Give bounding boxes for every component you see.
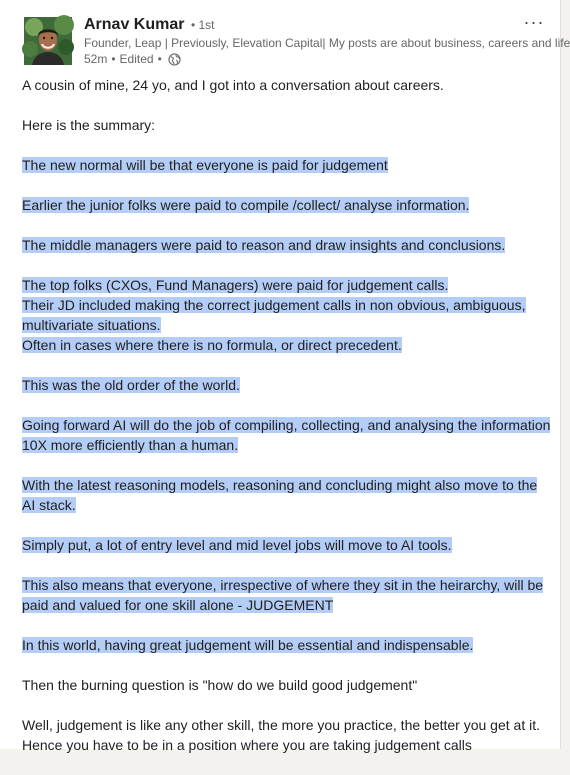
paragraph-text: A cousin of mine, 24 yo, and I got into a conversation about careers.: [22, 77, 444, 93]
post-paragraph: [22, 575, 552, 615]
selected-text: The middle managers were paid to reason and draw insights and conclusions.: [22, 237, 506, 253]
edited-label: Edited: [119, 52, 154, 66]
selected-text: This was the old order of the world.: [22, 377, 240, 393]
more-options-button[interactable]: ···: [523, 12, 545, 32]
author-name-line: [84, 16, 214, 36]
post-paragraph: [22, 155, 552, 175]
post-paragraph: [22, 115, 552, 135]
author-avatar[interactable]: [24, 17, 72, 65]
post-paragraph: [22, 275, 552, 355]
avatar-photo-icon: [24, 17, 72, 65]
post-paragraph: [22, 635, 552, 655]
post-meta: [84, 52, 181, 66]
selected-text: The new normal will be that everyone is paid for judgement: [22, 157, 388, 173]
post-paragraph: [22, 75, 552, 95]
connection-degree: • 1st: [190, 18, 215, 32]
meta-separator: •: [111, 52, 116, 66]
post-paragraph: [22, 375, 552, 395]
post-paragraph: [22, 475, 552, 515]
post-paragraph: [22, 415, 552, 455]
selected-text: This also means that everyone, irrespective of where they sit in the heirarchy, will be paid and valued for one skill alone - JUDGEMENT: [22, 577, 544, 613]
paragraph-text: Here is the summary:: [22, 117, 156, 133]
author-headline: Founder, Leap | Previously, Elevation Capital| My posts are about business, careers and life: [84, 36, 570, 50]
paragraph-text: Well, judgement is like any other skill, the more you practice, the better you get at it. Hence you have to be in a position where you are taking judgement calls: [22, 717, 540, 753]
post-paragraph: [22, 235, 552, 255]
globe-icon: [168, 53, 181, 66]
post-paragraph: [22, 195, 552, 215]
selected-text: Earlier the junior folks were paid to compile /collect/ analyse information.: [22, 197, 470, 213]
author-name[interactable]: Arnav Kumar: [84, 16, 185, 33]
selected-text: Simply put, a lot of entry level and mid level jobs will move to AI tools.: [22, 537, 452, 553]
selected-text: In this world, having great judgement will be essential and indispensable.: [22, 637, 474, 653]
post-paragraph: [22, 675, 552, 695]
post-paragraph: [22, 535, 552, 555]
post-time: 52m: [84, 52, 108, 66]
meta-separator: •: [157, 52, 162, 66]
selected-text: The top folks (CXOs, Fund Managers) were paid for judgement calls. Their JD included making the correct judgement calls in non obvious, ambiguous, multivariate situations. Often in cases where there is no formula, or direct precedent.: [22, 277, 526, 353]
selected-text: Going forward AI will do the job of compiling, collecting, and analysing the information 10X more efficiently than a human.: [22, 417, 551, 453]
post-body: [22, 75, 552, 775]
selected-text: With the latest reasoning models, reasoning and concluding might also move to the AI stack.: [22, 477, 538, 513]
post-header: [0, 0, 570, 72]
paragraph-text: Then the burning question is "how do we build good judgement": [22, 677, 418, 693]
post-paragraph: [22, 715, 552, 755]
